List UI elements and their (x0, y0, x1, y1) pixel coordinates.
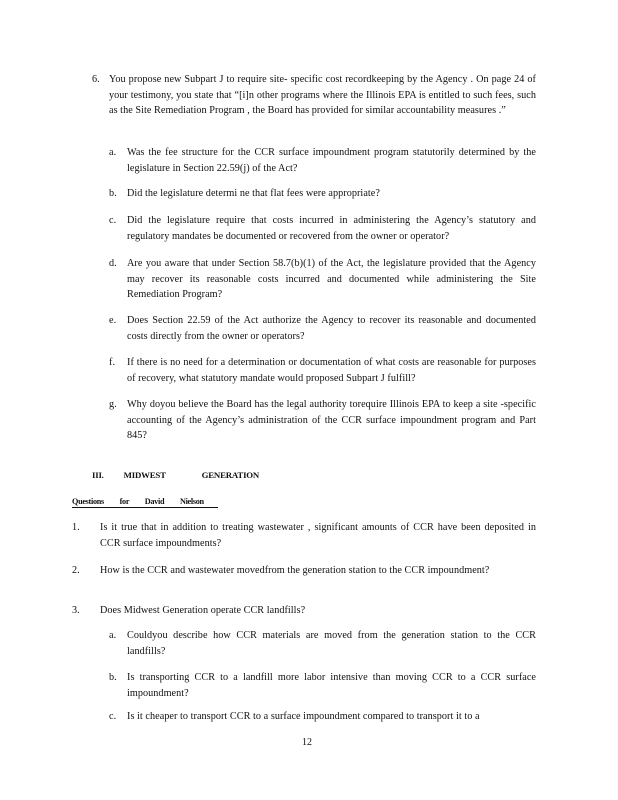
sub-question-text: Did the legislature determi ne that flat fees were appropriate? (127, 188, 380, 199)
question-number: 2. (72, 565, 80, 576)
section-title: MIDWEST GENERATION (123, 470, 260, 480)
sub-question-text: Was the fee structure for the CCR surface impoundment program statutorily determined by the legislature in Section 22.59(j) of the Act? (127, 147, 536, 174)
question-6 (92, 72, 536, 119)
sub-question-3c (109, 709, 536, 725)
sub-question-letter: d. (109, 258, 117, 269)
question-2 (72, 563, 536, 579)
question-text: You propose new Subpart J to require site- specific cost recordkeeping by the Agency . On page 24 of your testimony, you state that “[i]n other programs where the Illinois EPA is entitled to such fees, such as the Site Remediation Program , the Board has provided for similar accountability measures .” (109, 74, 536, 116)
question-3 (72, 603, 536, 619)
sub-question-text: If there is no need for a determination or documentation of what costs are reasonable for purposes of recovery, what statutory mandate would proposed Subpart J fulfill? (127, 357, 536, 384)
sub-question-letter: f. (109, 357, 116, 368)
sub-question-letter: g. (109, 399, 117, 410)
sub-question-letter: b. (109, 188, 117, 199)
question-1 (72, 520, 536, 551)
question-number: 6. (92, 74, 100, 85)
sub-question-letter: e. (109, 315, 117, 326)
sub-question-6a (109, 145, 536, 176)
sub-question-text: Why doyou believe the Board has the legal authority torequire Illinois EPA to keep a site -specific accounting of the Agency’s administration of the CCR surface impoundment program and Part 845? (127, 399, 536, 441)
sub-question-text: Is transporting CCR to a landfill more labor intensive than moving CCR to a CCR surface impoundment? (127, 672, 536, 699)
sub-question-6f (109, 355, 536, 386)
sub-question-letter: c. (109, 215, 117, 226)
witness-subheading: Questions for David Nielson (72, 497, 218, 508)
sub-question-letter: a. (109, 147, 117, 158)
sub-question-6e (109, 313, 536, 344)
question-number: 3. (72, 605, 80, 616)
sub-question-letter: a. (109, 630, 117, 641)
sub-question-6d (109, 256, 536, 303)
question-text: Does Midwest Generation operate CCR landfills? (100, 605, 306, 616)
question-text: Is it true that in addition to treating wastewater , significant amounts of CCR have been deposited in CCR surface impoundments? (100, 522, 536, 549)
page-number: 12 (302, 737, 312, 748)
sub-question-text: Does Section 22.59 of the Act authorize the Agency to recover its reasonable and documented costs directly from the owner or operators? (127, 315, 536, 342)
question-text: How is the CCR and wastewater movedfrom the generation station to the CCR impoundment? (100, 565, 490, 576)
sub-question-6g (109, 397, 536, 444)
sub-question-text: Did the legislature require that costs incurred in administering the Agency’s statutory and regulatory mandates be documented or recovered from the owner or operator? (127, 215, 536, 242)
sub-question-6c (109, 213, 536, 244)
sub-question-letter: b. (109, 672, 117, 683)
sub-question-3b (109, 670, 536, 701)
question-number: 1. (72, 522, 80, 533)
section-heading (92, 470, 259, 480)
sub-question-6b (109, 186, 536, 202)
sub-question-3a (109, 628, 536, 659)
sub-question-letter: c. (109, 711, 117, 722)
section-numeral: III. (92, 470, 104, 480)
sub-question-text: Couldyou describe how CCR materials are moved from the generation station to the CCR landfills? (127, 630, 536, 657)
sub-question-text: Are you aware that under Section 58.7(b)(1) of the Act, the legislature provided that the Agency may recover its reasonable costs incurred and documented while administering the Site Remediation Program? (127, 258, 536, 300)
sub-question-text: Is it cheaper to transport CCR to a surface impoundment compared to transport it to a (127, 711, 480, 722)
